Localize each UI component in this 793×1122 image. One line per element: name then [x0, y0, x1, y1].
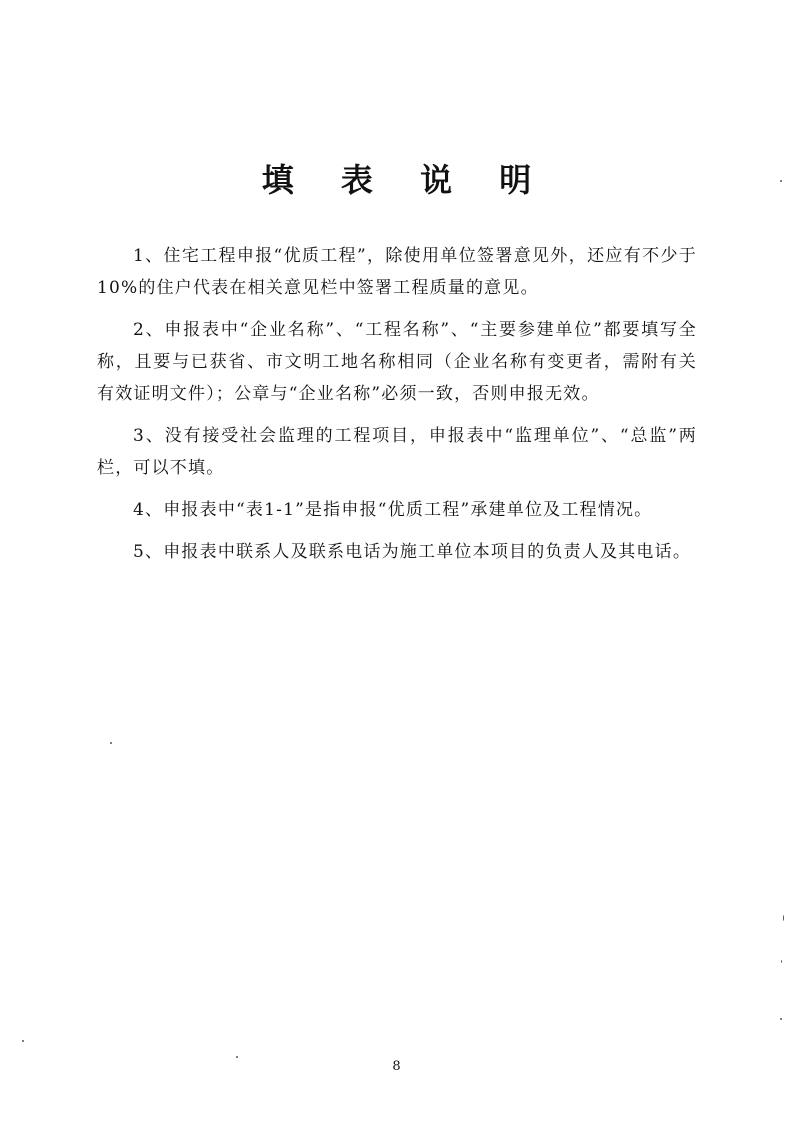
scan-speck: [780, 180, 782, 182]
scan-speck: [780, 1018, 782, 1020]
scan-speck: [236, 1056, 238, 1058]
scan-speck: [783, 915, 784, 921]
instruction-paragraph-4: 4、申报表中“表1-1”是指申报“优质工程”承建单位及工程情况。: [133, 500, 653, 520]
document-title: 填 表 说 明: [261, 161, 550, 199]
instruction-paragraph-3: 3、没有接受社会监理的工程项目，申报表中“监理单位”、“总监”两栏，可以不填。: [97, 426, 697, 478]
scan-speck: [22, 1040, 24, 1042]
instructions-body: [97, 240, 697, 578]
page-number: 8: [392, 1059, 401, 1074]
scan-speck: [781, 960, 782, 963]
instruction-paragraph-1: 1、住宅工程申报“优质工程”，除使用单位签署意见外，还应有不少于10%的住户代表在相关意见栏中签署工程质量的意见。: [97, 246, 697, 298]
instruction-paragraph-5: 5、申报表中联系人及联系电话为施工单位本项目的负责人及其电话。: [133, 542, 692, 562]
scan-speck: [110, 742, 112, 744]
instruction-paragraph-2: 2、申报表中“企业名称”、“工程名称”、“主要参建单位”都要填写全称，且要与已获省、市文明工地名称相同（企业名称有变更者，需附有关有效证明文件）；公章与“企业名称”必须一致，否则申报无效。: [97, 320, 697, 404]
